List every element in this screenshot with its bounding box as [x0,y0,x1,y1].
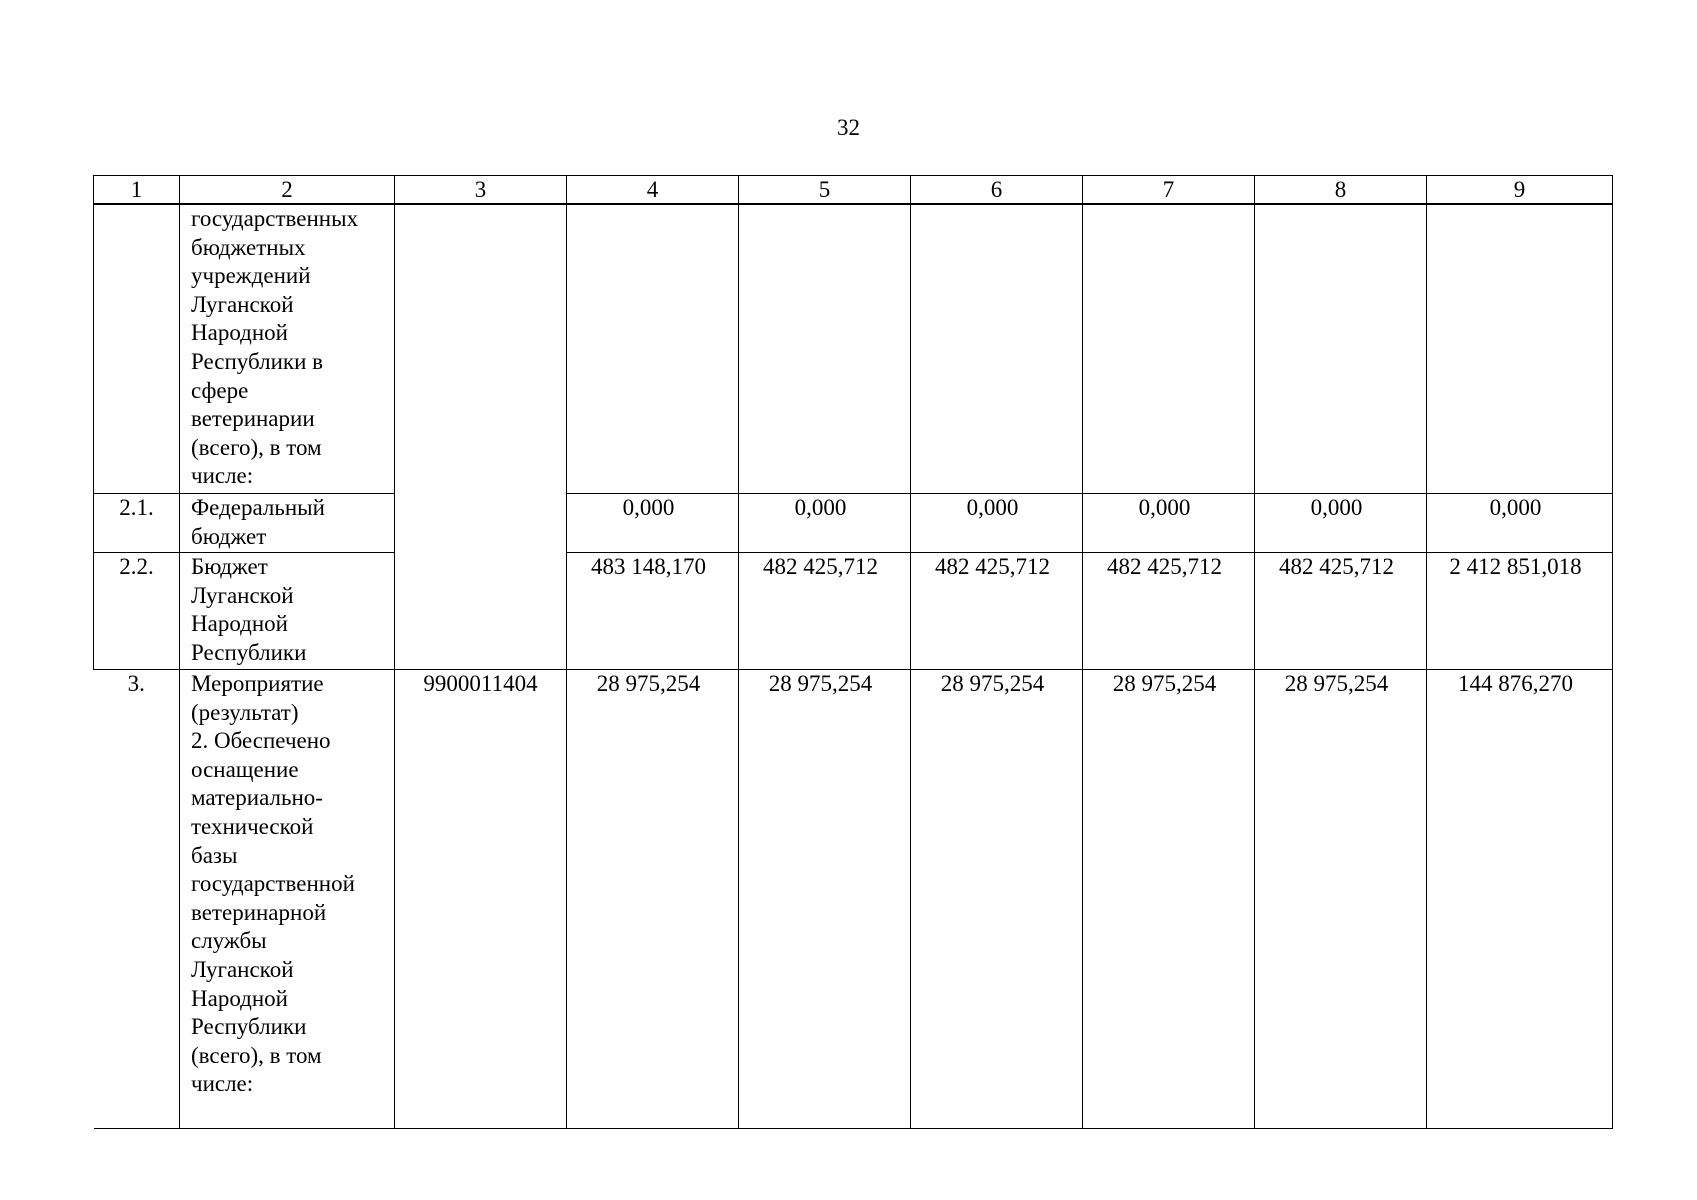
value-cell [1255,204,1427,494]
name-line: базы [191,842,238,868]
value-cell: 144 876,270 [1427,670,1613,1129]
name-line: бюджетных [191,234,306,260]
table-row [94,670,1613,1129]
name-line: учреждений [191,263,311,289]
column-header: 7 [1083,176,1255,205]
name-line: бюджет [191,523,267,549]
name-line: Луганской [191,582,294,608]
row-code [395,204,567,670]
value-cell: 28 975,254 [739,670,911,1129]
name-line: сфере [191,377,249,403]
name-line: Народной [191,985,288,1011]
value-cell: 2 412 851,018 [1427,553,1613,670]
column-header: 8 [1255,176,1427,205]
value-cell: 28 975,254 [1083,670,1255,1129]
column-header: 1 [94,176,180,205]
value-cell [1083,204,1255,494]
value-cell [911,204,1083,494]
name-line: Республики [191,639,307,665]
row-index: 3. [94,670,180,1129]
table-row [94,553,1613,670]
name-line: государственных [191,206,359,231]
name-line: Бюджет [191,554,268,579]
name-line: Федеральный [191,495,325,520]
table-header-row [94,176,1613,205]
value-cell: 0,000 [739,494,911,553]
column-header: 3 [395,176,567,205]
row-code: 9900011404 [395,670,567,1129]
value-cell: 483 148,170 [567,553,739,670]
name-line: Народной [191,611,288,637]
name-line: материально- [191,785,323,811]
name-line: ветеринарной [191,899,327,925]
value-cell: 0,000 [1427,494,1613,553]
value-cell: 28 975,254 [911,670,1083,1129]
value-cell: 482 425,712 [911,553,1083,670]
row-name [180,670,395,1129]
value-cell [739,204,911,494]
value-cell: 0,000 [1083,494,1255,553]
name-line: (результат) [191,699,299,725]
value-cell [1427,204,1613,494]
value-cell: 482 425,712 [1255,553,1427,670]
name-line: (всего), в том [191,434,322,460]
value-cell [567,204,739,494]
column-header: 9 [1427,176,1613,205]
name-line: числе: [191,1071,254,1097]
value-cell: 0,000 [1255,494,1427,553]
name-line: Мероприятие [191,671,324,696]
name-line: оснащение [191,756,299,782]
row-name [180,553,395,670]
name-line: числе: [191,463,254,489]
name-line: Луганской [191,956,294,982]
value-cell: 28 975,254 [1255,670,1427,1129]
value-cell: 482 425,712 [739,553,911,670]
name-line: 2. Обеспечено [191,728,331,754]
name-line: (всего), в том [191,1042,322,1068]
value-cell: 0,000 [911,494,1083,553]
value-cell: 482 425,712 [1083,553,1255,670]
value-cell: 0,000 [567,494,739,553]
row-index [94,204,180,494]
row-index: 2.2. [94,553,180,670]
row-index: 2.1. [94,494,180,553]
name-line: Республики [191,1014,307,1040]
name-line: технической [191,813,314,839]
row-name [180,494,395,553]
column-header: 2 [180,176,395,205]
name-line: службы [191,928,267,954]
table-row [94,494,1613,553]
column-header: 4 [567,176,739,205]
name-line: Луганской [191,291,294,317]
table-row [94,204,1613,494]
name-line: Народной [191,320,288,346]
budget-table [93,175,1613,1129]
name-line: Республики в [191,348,323,374]
name-line: ветеринарии [191,406,315,432]
column-header: 5 [739,176,911,205]
column-header: 6 [911,176,1083,205]
value-cell: 28 975,254 [567,670,739,1129]
page-number: 32 [837,115,860,140]
row-name [180,204,395,494]
name-line: государственной [191,871,355,897]
